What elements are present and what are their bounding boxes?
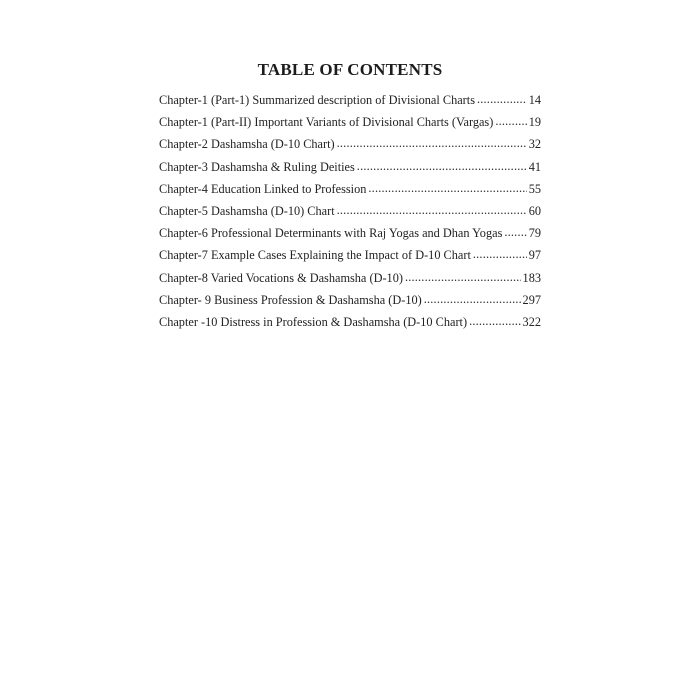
page-title: TABLE OF CONTENTS	[257, 60, 443, 79]
dot-leader	[368, 179, 526, 197]
toc-entry-label: Chapter-1 (Part-1) Summarized description of Divisional Charts	[159, 93, 475, 107]
toc-entry-page: 41	[528, 159, 541, 174]
toc-entry	[159, 202, 541, 224]
toc-entry	[159, 313, 541, 335]
toc-entry-page: 97	[528, 248, 541, 263]
toc-entry-label: Chapter-6 Professional Determinants with Raj Yogas and Dhan Yogas	[159, 226, 503, 241]
dot-leader	[337, 134, 527, 152]
toc-entry	[159, 135, 541, 157]
toc-entry	[159, 158, 541, 180]
toc-entry-page: 55	[528, 181, 541, 196]
dot-leader	[477, 90, 527, 108]
dot-leader	[473, 245, 527, 263]
dot-leader	[357, 157, 527, 175]
toc-entry-page: 32	[528, 137, 541, 152]
toc-entry-label: Chapter-3 Dashamsha & Ruling Deities	[159, 159, 355, 174]
toc-entry-label: Chapter- 9 Business Profession & Dashamsha (D-10)	[159, 292, 422, 307]
toc-entry-label: Chapter-1 (Part-II) Important Variants of Divisional Charts (Vargas)	[159, 115, 494, 130]
dot-leader	[405, 268, 521, 286]
toc-entry-label: Chapter-2 Dashamsha (D-10 Chart)	[159, 137, 335, 152]
dot-leader	[337, 201, 527, 219]
toc-entry-page: 297	[522, 292, 541, 307]
toc-entry-label: Chapter-8 Varied Vocations & Dashamsha (D-10)	[159, 270, 403, 285]
dot-leader	[504, 223, 526, 241]
toc-entry-page: 14	[528, 93, 541, 107]
toc-entry-page: 19	[528, 115, 541, 130]
toc-entry-label: Chapter -10 Distress in Profession & Dashamsha (D-10 Chart)	[159, 314, 468, 329]
toc-entry-page: 183	[522, 270, 541, 285]
toc-entry	[159, 224, 541, 246]
toc-entry-label: Chapter-5 Dashamsha (D-10) Chart	[159, 203, 335, 218]
toc-entry	[159, 291, 541, 313]
toc-entry	[159, 113, 541, 135]
toc-entry	[159, 180, 541, 202]
toc-entry	[159, 91, 541, 113]
toc-entry-page: 60	[528, 203, 541, 218]
dot-leader	[495, 112, 526, 130]
toc-entry	[159, 269, 541, 291]
toc-entry-label: Chapter-4 Education Linked to Profession	[159, 181, 367, 196]
toc-list	[159, 91, 541, 335]
toc-entry-page: 79	[528, 226, 541, 241]
dot-leader	[424, 290, 521, 308]
toc-entry	[159, 246, 541, 268]
toc-entry-label: Chapter-7 Example Cases Explaining the Impact of D-10 Chart	[159, 248, 471, 263]
dot-leader	[469, 312, 520, 330]
toc-entry-page: 322	[522, 314, 541, 329]
